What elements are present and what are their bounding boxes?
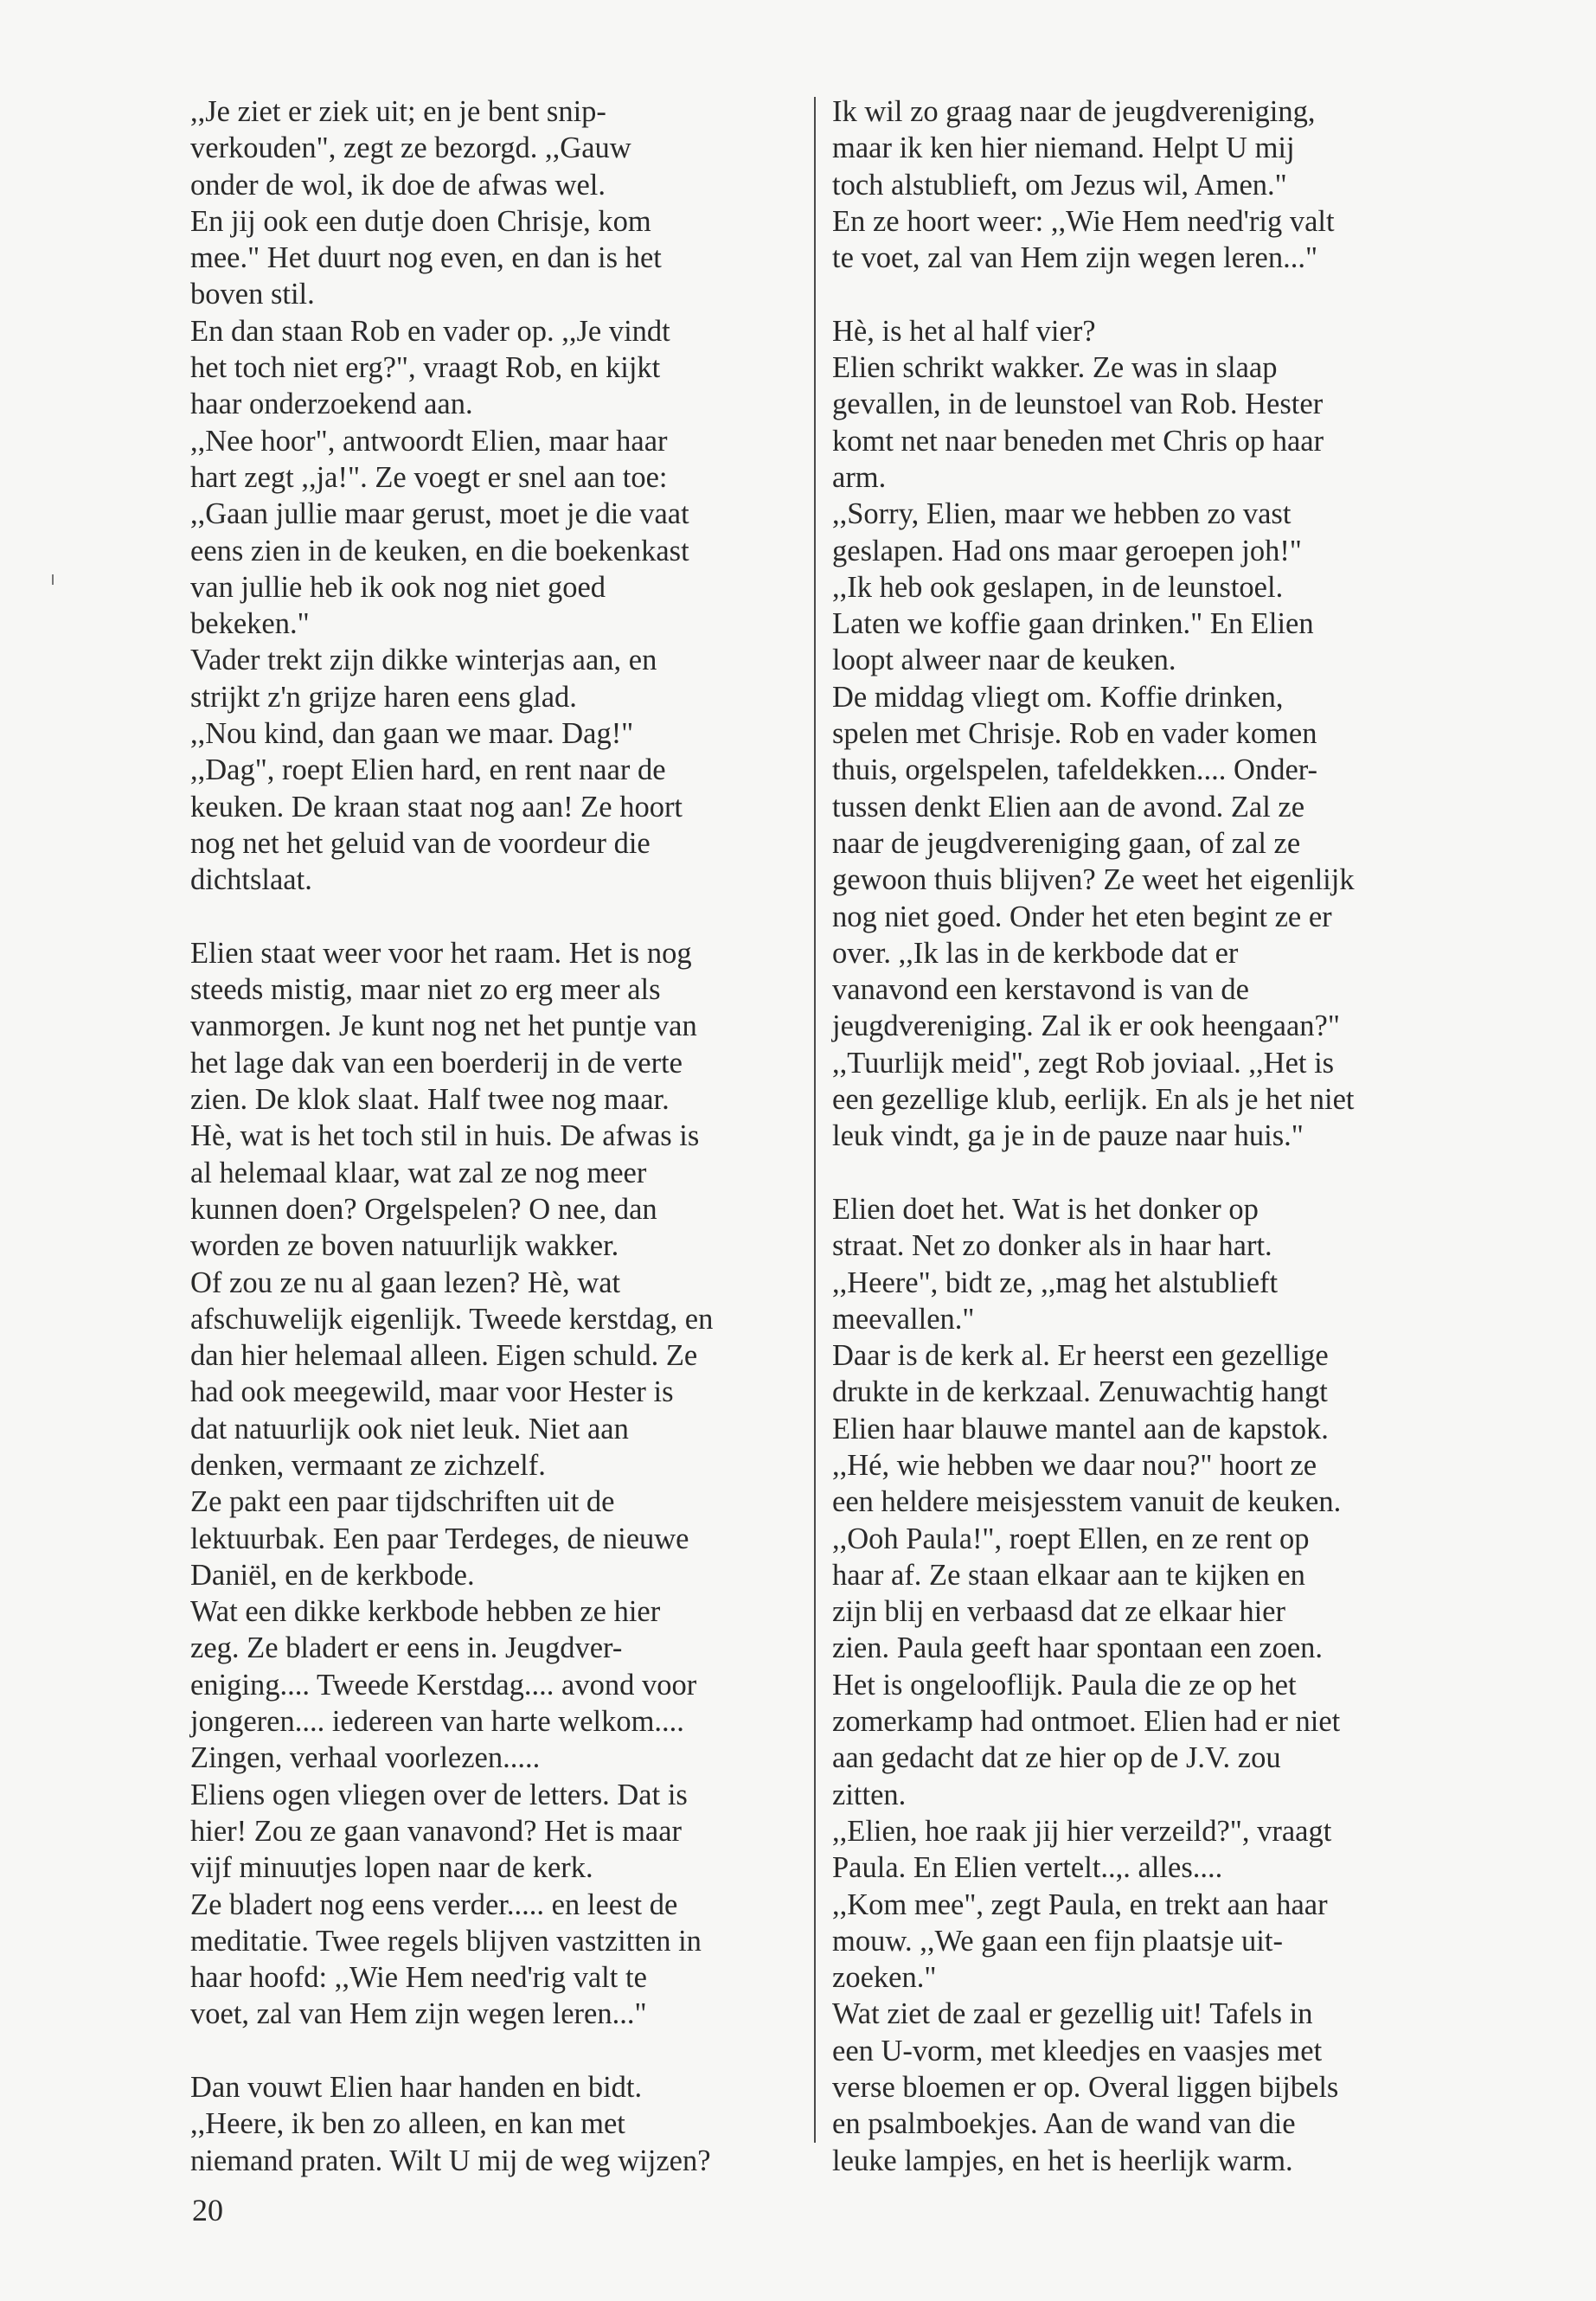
text-line: ,,Nee hoor", antwoordt Elien, maar haar xyxy=(190,424,668,458)
right-text-column xyxy=(832,93,1446,2179)
text-line: komt net naar beneden met Chris op haar xyxy=(832,424,1324,458)
column-divider xyxy=(814,97,816,2143)
text-line: te voet, zal van Hem zijn wegen leren..." xyxy=(832,241,1318,275)
text-line: nog net het geluid van de voordeur die xyxy=(190,826,651,860)
text-line: ,,Gaan jullie maar gerust, moet je die vaat xyxy=(190,497,689,531)
text-line: En jij ook een dutje doen Chrisje, kom xyxy=(190,204,651,238)
text-line: jeugdvereniging. Zal ik er ook heengaan?" xyxy=(832,1009,1340,1043)
text-line: Hè, is het al half vier? xyxy=(832,314,1096,348)
text-line: En ze hoort weer: ,,Wie Hem need'rig valt xyxy=(832,204,1335,238)
text-line: leuk vindt, ga je in de pauze naar huis." xyxy=(832,1119,1304,1153)
text-line: haar af. Ze staan elkaar aan te kijken en xyxy=(832,1558,1305,1592)
text-line: vanmorgen. Je kunt nog net het puntje van xyxy=(190,1009,697,1043)
left-text-column xyxy=(190,93,800,2179)
text-line: Daniël, en de kerkbode. xyxy=(190,1558,475,1592)
text-line: niemand praten. Wilt U mij de weg wijzen? xyxy=(190,2144,711,2177)
text-line: strijkt z'n grijze haren eens glad. xyxy=(190,680,577,714)
text-line: Zingen, verhaal voorlezen..... xyxy=(190,1741,541,1775)
text-line: een gezellige klub, eerlijk. En als je het niet xyxy=(832,1083,1355,1117)
text-line: dichtslaat. xyxy=(190,863,312,897)
text-line: loopt alweer naar de keuken. xyxy=(832,644,1176,677)
text-line: onder de wol, ik doe de afwas wel. xyxy=(190,168,606,202)
text-line: van jullie heb ik ook nog niet goed xyxy=(190,570,606,604)
text-line: Elien doet het. Wat is het donker op xyxy=(832,1192,1259,1226)
text-line: tussen denkt Elien aan de avond. Zal ze xyxy=(832,790,1305,824)
text-line: drukte in de kerkzaal. Zenuwachtig hangt xyxy=(832,1375,1328,1409)
text-line: straat. Net zo donker als in haar hart. xyxy=(832,1229,1272,1263)
text-line: Ik wil zo graag naar de jeugdvereniging, xyxy=(832,95,1316,128)
text-line: hart zegt ,,ja!". Ze voegt er snel aan toe: xyxy=(190,460,668,494)
text-line: eens zien in de keuken, en die boekenkast xyxy=(190,534,689,567)
text-line: ,,Elien, hoe raak jij hier verzeild?", vraagt xyxy=(832,1814,1332,1848)
text-line: over. ,,Ik las in de kerkbode dat er xyxy=(832,936,1239,970)
text-line: al helemaal klaar, wat zal ze nog meer xyxy=(190,1156,647,1189)
text-line: kunnen doen? Orgelspelen? O nee, dan xyxy=(190,1192,657,1226)
text-line: had ook meegewild, maar voor Hester is xyxy=(190,1375,674,1409)
text-line: zien. De klok slaat. Half twee nog maar. xyxy=(190,1083,670,1117)
text-line: ,,Dag", roept Elien hard, en rent naar de xyxy=(190,753,666,787)
text-line: steeds mistig, maar niet zo erg meer als xyxy=(190,973,661,1007)
text-line: zitten. xyxy=(832,1778,907,1811)
text-line: En dan staan Rob en vader op. ,,Je vindt xyxy=(190,314,670,348)
text-line: ,,Ooh Paula!", roept Ellen, en ze rent op xyxy=(832,1522,1310,1555)
text-line: denken, vermaant ze zichzelf. xyxy=(190,1448,546,1482)
text-line: Vader trekt zijn dikke winterjas aan, en xyxy=(190,644,657,677)
text-line: ,,Sorry, Elien, maar we hebben zo vast xyxy=(832,497,1292,531)
text-line: De middag vliegt om. Koffie drinken, xyxy=(832,680,1284,714)
text-line: boven stil. xyxy=(190,278,315,311)
text-line: zomerkamp had ontmoet. Elien had er niet xyxy=(832,1705,1341,1739)
text-line: Of zou ze nu al gaan lezen? Hè, wat xyxy=(190,1266,621,1299)
text-line: ,,Nou kind, dan gaan we maar. Dag!" xyxy=(190,717,634,751)
text-line: zien. Paula geeft haar spontaan een zoen. xyxy=(832,1631,1324,1665)
text-line: worden ze boven natuurlijk wakker. xyxy=(190,1229,619,1263)
text-line: zijn blij en verbaasd dat ze elkaar hier xyxy=(832,1595,1285,1629)
text-line: Elien staat weer voor het raam. Het is nog xyxy=(190,936,692,970)
text-line: verkouden", zegt ze bezorgd. ,,Gauw xyxy=(190,131,631,165)
text-line: keuken. De kraan staat nog aan! Ze hoort xyxy=(190,790,683,824)
text-line: dan hier helemaal alleen. Eigen schuld. Ze xyxy=(190,1339,698,1373)
text-line: dat natuurlijk ook niet leuk. Niet aan xyxy=(190,1412,629,1445)
text-line: Daar is de kerk al. Er heerst een gezellige xyxy=(832,1339,1329,1373)
text-line: afschuwelijk eigenlijk. Tweede kerstdag, en xyxy=(190,1302,714,1336)
text-line: Laten we koffie gaan drinken." En Elien xyxy=(832,607,1314,641)
text-line: Het is ongelooflijk. Paula die ze op het xyxy=(832,1668,1297,1702)
text-line: en psalmboekjes. Aan de wand van die xyxy=(832,2107,1296,2141)
text-line: aan gedacht dat ze hier op de J.V. zou xyxy=(832,1741,1281,1775)
text-line: ,,Hé, wie hebben we daar nou?" hoort ze xyxy=(832,1448,1317,1482)
text-line: ,,Je ziet er ziek uit; en je bent snip- xyxy=(190,95,606,128)
text-line: Wat een dikke kerkbode hebben ze hier xyxy=(190,1595,661,1629)
text-line: mouw. ,,We gaan een fijn plaatsje uit- xyxy=(832,1924,1283,1958)
text-line: Elien haar blauwe mantel aan de kapstok. xyxy=(832,1412,1329,1445)
text-line: eniging.... Tweede Kerstdag.... avond voor xyxy=(190,1668,697,1702)
text-line: Hè, wat is het toch stil in huis. De afwas is xyxy=(190,1119,700,1153)
text-line: haar onderzoekend aan. xyxy=(190,388,473,421)
text-line: vijf minuutjes lopen naar de kerk. xyxy=(190,1851,593,1885)
text-line: naar de jeugdvereniging gaan, of zal ze xyxy=(832,826,1301,860)
text-line: Wat ziet de zaal er gezellig uit! Tafels in xyxy=(832,1997,1313,2031)
text-line: een heldere meisjesstem vanuit de keuken. xyxy=(832,1485,1342,1519)
text-line: Dan vouwt Elien haar handen en bidt. xyxy=(190,2071,643,2105)
text-line: het toch niet erg?", vraagt Rob, en kijkt xyxy=(190,351,661,385)
text-line: Elien schrikt wakker. Ze was in slaap xyxy=(832,351,1278,385)
text-line: gewoon thuis blijven? Ze weet het eigenlijk xyxy=(832,863,1355,897)
text-line: Paula. En Elien vertelt..,. alles.... xyxy=(832,1851,1223,1885)
text-line: vanavond een kerstavond is van de xyxy=(832,973,1249,1007)
text-line: voet, zal van Hem zijn wegen leren..." xyxy=(190,1997,647,2031)
text-line: nog niet goed. Onder het eten begint ze er xyxy=(832,900,1332,933)
text-line: haar hoofd: ,,Wie Hem need'rig valt te xyxy=(190,1961,647,1995)
text-line: ,,Kom mee", zegt Paula, en trekt aan haar xyxy=(832,1888,1328,1921)
text-line: maar ik ken hier niemand. Helpt U mij xyxy=(832,131,1295,165)
text-line: geslapen. Had ons maar geroepen joh!" xyxy=(832,534,1302,567)
text-line: het lage dak van een boerderij in de verte xyxy=(190,1046,683,1080)
text-line: thuis, orgelspelen, tafeldekken.... Onder- xyxy=(832,753,1318,787)
text-line: jongeren.... iedereen van harte welkom.... xyxy=(190,1705,684,1739)
text-line: gevallen, in de leunstoel van Rob. Hester xyxy=(832,388,1324,421)
paragraph-break xyxy=(832,1155,1446,1191)
paragraph-break xyxy=(190,899,800,935)
text-line: meevallen." xyxy=(832,1302,975,1336)
text-line: Eliens ogen vliegen over de letters. Dat is xyxy=(190,1778,688,1811)
text-line: toch alstublieft, om Jezus wil, Amen." xyxy=(832,168,1287,202)
text-line: zoeken." xyxy=(832,1961,937,1995)
text-line: leuke lampjes, en het is heerlijk warm. xyxy=(832,2144,1293,2177)
text-line: bekeken." xyxy=(190,607,310,641)
paragraph-break xyxy=(190,2033,800,2069)
text-line: ,,Heere", bidt ze, ,,mag het alstublieft xyxy=(832,1266,1279,1299)
page-number: 20 xyxy=(192,2193,223,2227)
margin-mark xyxy=(52,574,54,585)
text-line: ,,Tuurlijk meid", zegt Rob joviaal. ,,Het is xyxy=(832,1046,1335,1080)
text-line: verse bloemen er op. Overal liggen bijbels xyxy=(832,2071,1339,2105)
text-line: Ze pakt een paar tijdschriften uit de xyxy=(190,1485,615,1519)
text-line: zeg. Ze bladert er eens in. Jeugdver- xyxy=(190,1631,623,1665)
text-line: spelen met Chrisje. Rob en vader komen xyxy=(832,717,1317,751)
text-line: meditatie. Twee regels blijven vastzitten in xyxy=(190,1924,702,1958)
text-line: hier! Zou ze gaan vanavond? Het is maar xyxy=(190,1814,683,1848)
text-line: ,,Heere, ik ben zo alleen, en kan met xyxy=(190,2107,625,2141)
text-line: lektuurbak. Een paar Terdeges, de nieuwe xyxy=(190,1522,689,1555)
text-line: mee." Het duurt nog even, en dan is het xyxy=(190,241,662,275)
text-line: arm. xyxy=(832,460,887,494)
text-line: Ze bladert nog eens verder..... en leest de xyxy=(190,1888,678,1921)
text-line: ,,Ik heb ook geslapen, in de leunstoel. xyxy=(832,570,1284,604)
paragraph-break xyxy=(832,276,1446,312)
text-line: een U-vorm, met kleedjes en vaasjes met xyxy=(832,2034,1323,2067)
